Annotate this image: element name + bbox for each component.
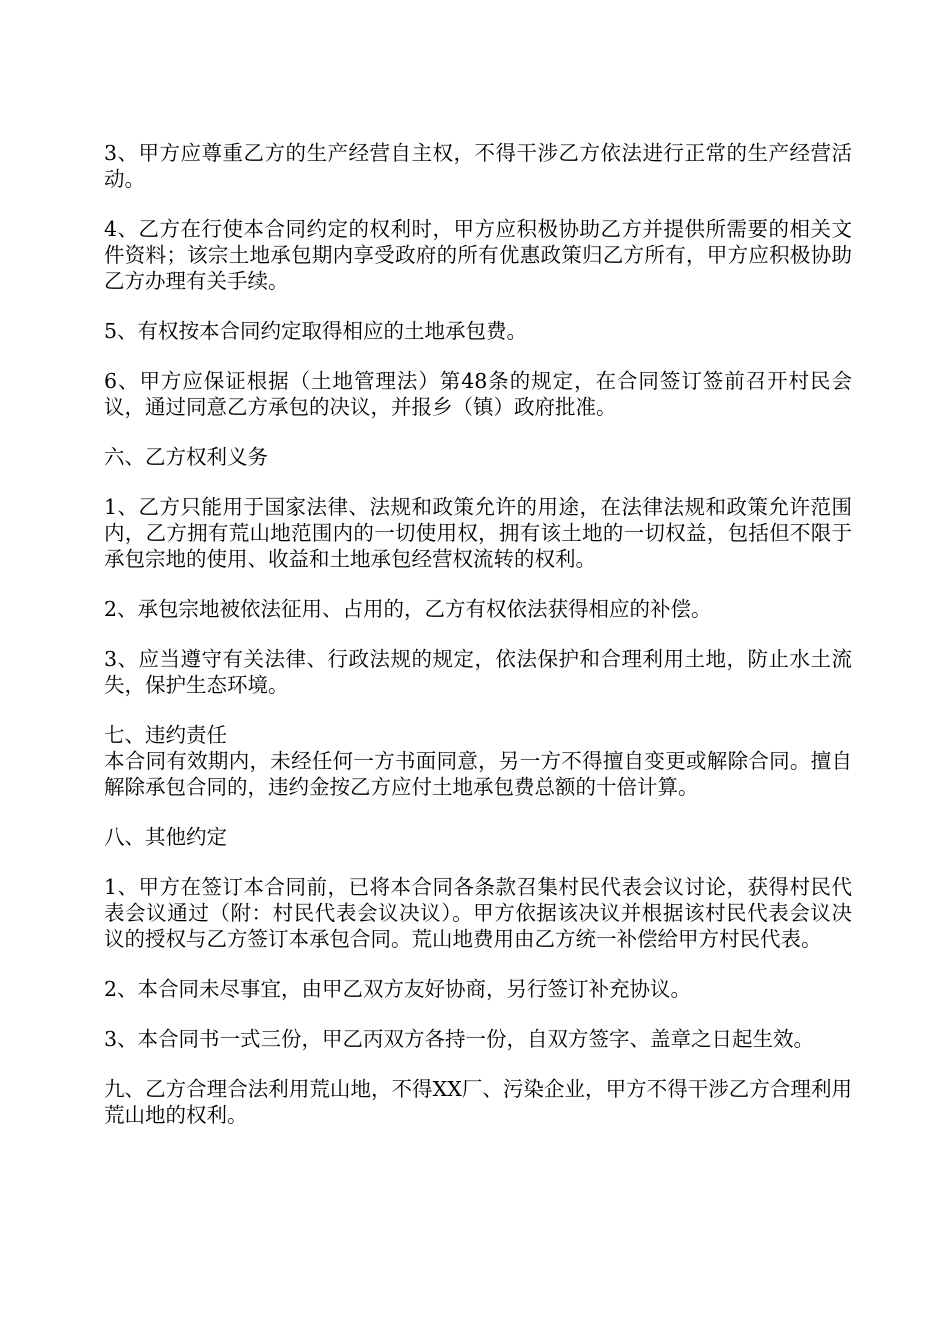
document-page <box>104 140 852 1152</box>
clause-7-body: 本合同有效期内，未经任何一方书面同意，另一方不得擅自变更或解除合同。擅自解除承包合同的，违约金按乙方应付土地承包费总额的十倍计算。 <box>104 749 852 799</box>
clause-5-6: 6、甲方应保证根据（土地管理法）第48条的规定，在合同签订签前召开村民会议，通过同意乙方承包的决议，并报乡（镇）政府批准。 <box>104 369 852 419</box>
clause-8-3: 3、本合同书一式三份，甲乙丙双方各持一份，自双方签字、盖章之日起生效。 <box>104 1027 815 1051</box>
section-heading-8: 八、其他约定 <box>104 825 227 849</box>
clause-5-4: 4、乙方在行使本合同约定的权利时，甲方应积极协助乙方并提供所需要的相关文件资料；该宗土地承包期内享受政府的所有优惠政策归乙方所有，甲方应积极协助乙方办理有关手续。 <box>104 217 852 293</box>
clause-5-3: 3、甲方应尊重乙方的生产经营自主权，不得干涉乙方依法进行正常的生产经营活动。 <box>104 141 852 191</box>
clause-8-1: 1、甲方在签订本合同前，已将本合同各条款召集村民代表会议讨论，获得村民代表会议通过（附：村民代表会议决议）。甲方依据该决议并根据该村民代表会议决议的授权与乙方签订本承包合同。荒山地费用由乙方统一补偿给甲方村民代表。 <box>104 875 852 951</box>
clause-6-2: 2、承包宗地被依法征用、占用的，乙方有权依法获得相应的补偿。 <box>104 597 712 621</box>
section-9: 九、乙方合理合法利用荒山地，不得XX厂、污染企业，甲方不得干涉乙方合理利用荒山地的权利。 <box>104 1077 852 1127</box>
section-heading-6: 六、乙方权利义务 <box>104 445 268 469</box>
clause-5-5: 5、有权按本合同约定取得相应的土地承包费。 <box>104 319 528 343</box>
clause-8-2: 2、本合同未尽事宜，由甲乙双方友好协商，另行签订补充协议。 <box>104 977 692 1001</box>
section-heading-7: 七、违约责任 <box>104 723 227 747</box>
clause-6-3: 3、应当遵守有关法律、行政法规的规定，依法保护和合理利用土地，防止水土流失，保护生态环境。 <box>104 647 852 697</box>
clause-6-1: 1、乙方只能用于国家法律、法规和政策允许的用途，在法律法规和政策允许范围内，乙方拥有荒山地范围内的一切使用权，拥有该土地的一切权益，包括但不限于承包宗地的使用、收益和土地承包经营权流转的权利。 <box>104 495 852 571</box>
